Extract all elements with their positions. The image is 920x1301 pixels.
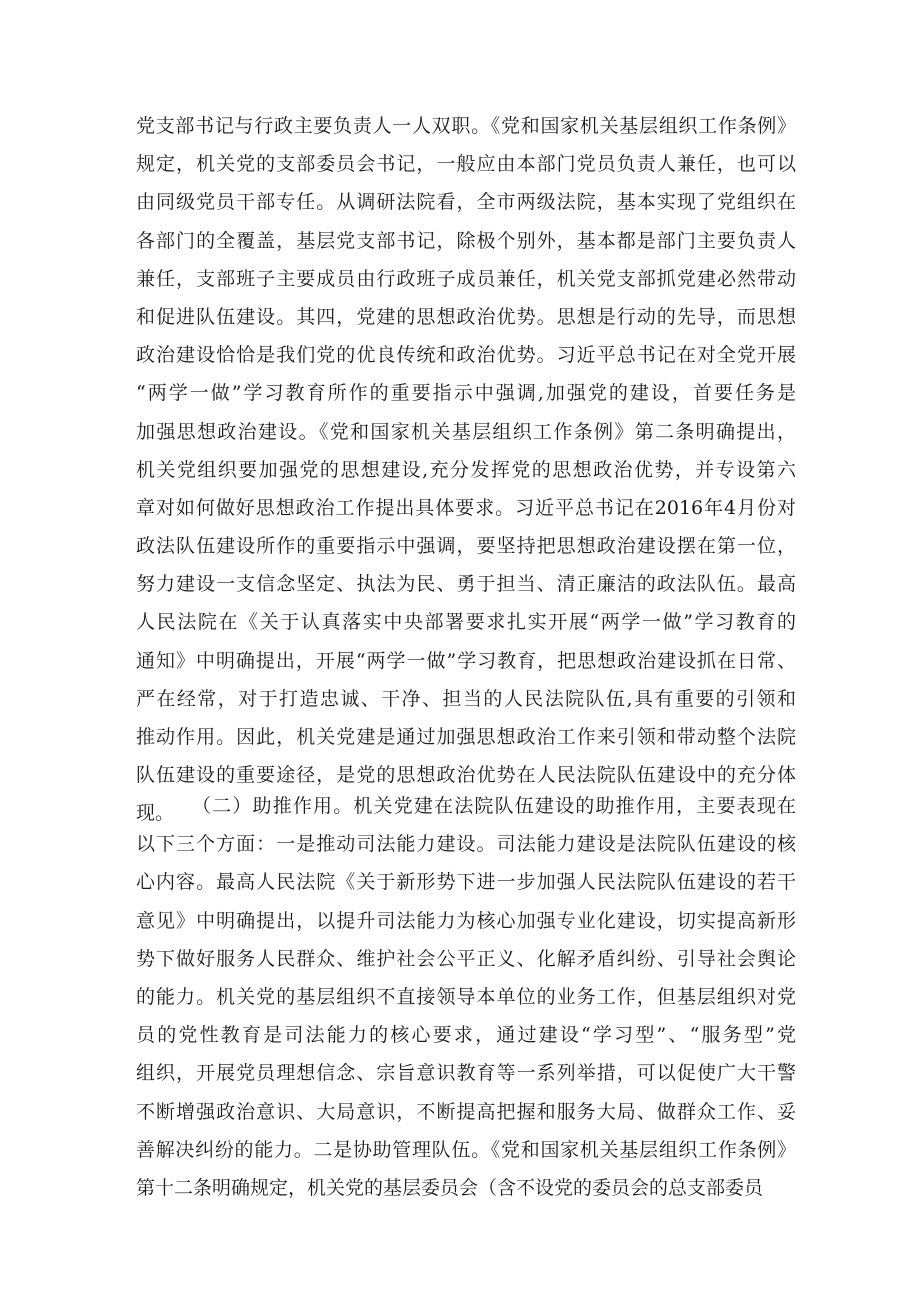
paragraph-1-line: 推动作用。因此，机关党建是通过加强思想政治工作来引领和带动整个法院 (136, 726, 796, 748)
paragraph-1-line: 现。 (136, 802, 175, 825)
paragraph-1-line: 党支部书记与行政主要负责人一人双职。《党和国家机关基层组织工作条例》 (136, 115, 796, 137)
paragraph-2-line: 第十二条明确规定，机关党的基层委员会（含不设党的委员会的总支部委员 (136, 1176, 764, 1199)
paragraph-1-line: 通知》中明确提出，开展“两学一做”学习教育，把思想政治建设抓在日常、 (136, 649, 796, 672)
paragraph-1-line: “两学一做”学习教育所作的重要指示中强调,加强党的建设，首要任务是 (136, 382, 796, 405)
paragraph-1-line: 和促进队伍建设。其四，党建的思想政治优势。思想是行动的先导，而思想 (136, 305, 796, 328)
paragraph-1-line: 加强思想政治建设。《党和国家机关基层组织工作条例》第二条明确提出， (136, 420, 796, 443)
paragraph-2-line: （二）助推作用。机关党建在法院队伍建设的助推作用，主要表现在 (192, 795, 796, 817)
paragraph-1-line: 章对如何做好思想政治工作提出具体要求。习近平总书记在2016年4月份对 (136, 496, 796, 519)
paragraph-1-line: 人民法院在《关于认真落实中央部署要求扎实开展“两学一做”学习教育的 (136, 611, 796, 634)
paragraph-1-line: 规定，机关党的支部委员会书记，一般应由本部门党员负责人兼任，也可以 (136, 153, 796, 176)
paragraph-1-line: 政治建设恰恰是我们党的优良传统和政治优势。习近平总书记在对全党开展 (136, 344, 796, 367)
paragraph-1-line: 各部门的全覆盖，基层党支部书记，除极个别外，基本都是部门主要负责人 (136, 229, 796, 252)
paragraph-2-line: 组织，开展党员理想信念、宗旨意识教育等一系列举措，可以促使广大干警 (136, 1062, 796, 1085)
paragraph-2-line: 心内容。最高人民法院《关于新形势下进一步加强人民法院队伍建设的若干 (136, 871, 796, 894)
paragraph-1-line: 努力建设一支信念坚定、执法为民、勇于担当、清正廉洁的政法队伍。最高 (136, 573, 796, 596)
paragraph-2-line: 善解决纠纷的能力。二是协助管理队伍。《党和国家机关基层组织工作条例》 (136, 1138, 796, 1161)
paragraph-2-line: 以下三个方面：一是推动司法能力建设。司法能力建设是法院队伍建设的核 (136, 833, 796, 856)
paragraph-2-line: 员的党性教育是司法能力的核心要求，通过建设“学习型”、“服务型”党 (136, 1024, 796, 1047)
paragraph-1-line: 政法队伍建设所作的重要指示中强调，要坚持把思想政治建设摆在第一位， (136, 535, 796, 558)
paragraph-1-line: 由同级党员干部专任。从调研法院看，全市两级法院，基本实现了党组织在 (136, 191, 796, 214)
paragraph-2-line: 势下做好服务人民群众、维护社会公平正义、化解矛盾纠纷、引导社会舆论 (136, 947, 796, 970)
paragraph-1-line: 兼任，支部班子主要成员由行政班子成员兼任，机关党支部抓党建必然带动 (136, 267, 796, 290)
paragraph-1 (136, 107, 796, 833)
paragraph-1-line: 严在经常，对于打造忠诚、干净、担当的人民法院队伍,具有重要的引领和 (136, 687, 796, 710)
paragraph-1-line: 机关党组织要加强党的思想建设,充分发挥党的思想政治优势，并专设第六 (136, 458, 796, 481)
paragraph-1-line: 队伍建设的重要途径，是党的思想政治优势在人民法院队伍建设中的充分体 (136, 764, 796, 787)
paragraph-2 (136, 787, 796, 1207)
paragraph-2-line: 的能力。机关党的基层组织不直接领导本单位的业务工作，但基层组织对党 (136, 985, 796, 1008)
paragraph-2-line: 意见》中明确提出，以提升司法能力为核心加强专业化建设，切实提高新形 (136, 909, 796, 932)
paragraph-2-line: 不断增强政治意识、大局意识，不断提高把握和服务大局、做群众工作、妥 (136, 1100, 796, 1123)
